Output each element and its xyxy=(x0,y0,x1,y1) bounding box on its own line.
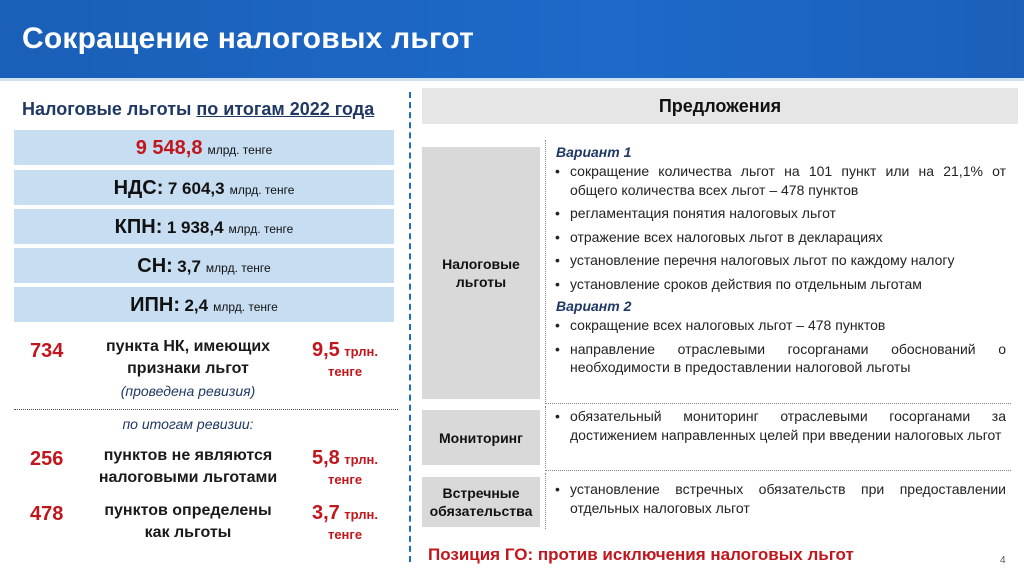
variant-1-list xyxy=(550,162,1006,293)
tax-box-pit xyxy=(14,287,394,322)
tax-box-vat xyxy=(14,170,394,205)
government-position: Позиция ГО: против исключения налоговых льгот xyxy=(428,545,854,564)
row-note: (проведена ревизия) xyxy=(120,383,256,399)
row-count: 478 xyxy=(30,503,64,525)
counter-obligations-content xyxy=(550,480,1006,522)
row-amount-value: 9,5 xyxy=(312,339,340,361)
row-amount xyxy=(300,448,390,490)
variant-title: Вариант 2 xyxy=(556,298,632,314)
tax-value: 1 938,4 xyxy=(166,218,224,237)
category-label-line: Встречные xyxy=(442,485,520,501)
tax-value: 3,7 xyxy=(177,257,201,276)
variant-title: Вариант 1 xyxy=(556,144,632,160)
row-amount-unit: трлн. xyxy=(344,344,378,359)
row-amount-unit: тенге xyxy=(327,527,363,542)
banner-stripe xyxy=(0,78,1024,81)
after-revision-caption: по итогам ревизии: xyxy=(122,416,254,432)
category-separator-vertical xyxy=(545,406,546,468)
slide-title: Сокращение налоговых льгот xyxy=(22,22,474,55)
tax-value: 7 604,3 xyxy=(167,179,225,198)
category-separator xyxy=(545,470,1011,471)
tax-label: КПН: xyxy=(114,216,163,238)
row-amount-unit: трлн. xyxy=(344,452,378,467)
total-benefits-box xyxy=(14,130,394,165)
row-count: 734 xyxy=(30,340,64,362)
row-description-line: пунктов не являются xyxy=(103,447,273,464)
revision-separator xyxy=(14,409,398,410)
page-number: 4 xyxy=(1000,555,1006,566)
tax-unit: млрд. тенге xyxy=(205,261,271,275)
column-divider xyxy=(409,92,411,562)
counter-obligations-list xyxy=(550,480,1006,517)
row-amount xyxy=(300,503,390,545)
category-label-line: Мониторинг xyxy=(439,429,523,446)
benefits-heading-prefix: Налоговые льготы xyxy=(22,99,197,119)
total-value: 9 548,8 xyxy=(135,137,203,159)
tax-label: ИПН: xyxy=(130,294,180,316)
tax-unit: млрд. тенге xyxy=(213,300,278,314)
tax-unit: млрд. тенге xyxy=(228,222,294,236)
row-description-line: как льготы xyxy=(144,524,232,541)
row-count: 256 xyxy=(30,448,64,470)
tax-box-cit xyxy=(14,209,394,244)
tax-label: СН: xyxy=(137,255,173,277)
row-description-line: признаки льгот xyxy=(127,360,249,377)
category-label-line: обязательства xyxy=(429,503,533,519)
tax-benefits-content xyxy=(550,144,1006,382)
row-amount-unit: тенге xyxy=(327,364,363,379)
proposal-item: • отражение всех налоговых льгот в декларациях xyxy=(550,228,1006,247)
monitoring-content xyxy=(550,407,1006,449)
tax-box-sn xyxy=(14,248,394,283)
tax-label: НДС: xyxy=(113,177,164,199)
proposal-item: • сокращение количества льгот на 101 пункт или на 21,1% от общего количества всех льгот – 478 пунктов xyxy=(550,162,1006,199)
row-description xyxy=(88,336,288,380)
proposal-item: • направление отраслевыми госорганами обоснований о необходимости в предоставлении налоговой льготы xyxy=(550,340,1006,377)
category-tax-benefits xyxy=(422,147,540,399)
row-amount xyxy=(300,340,390,382)
proposal-item: • установление встречных обязательств при предоставлении отдельных налоговых льгот xyxy=(550,480,1006,517)
category-label-line: Налоговые xyxy=(442,256,520,272)
proposals-header: Предложения xyxy=(422,88,1018,124)
row-description-line: налоговыми льготами xyxy=(98,469,278,486)
category-separator-vertical xyxy=(545,140,546,402)
proposal-item: • обязательный мониторинг отраслевыми госорганами за достижением направленных целей при введении налоговых льгот xyxy=(550,407,1006,444)
category-separator xyxy=(545,403,1011,404)
row-amount-unit: тенге xyxy=(327,472,363,487)
row-amount-unit: трлн. xyxy=(344,507,378,522)
monitoring-list xyxy=(550,407,1006,444)
category-separator-vertical xyxy=(545,473,546,529)
row-description xyxy=(88,500,288,544)
proposal-item: • установление перечня налоговых льгот по каждому налогу xyxy=(550,251,1006,270)
row-description-line: пунктов определены xyxy=(104,502,272,519)
category-label-line: льготы xyxy=(455,274,507,290)
total-unit: млрд. тенге xyxy=(207,143,273,157)
row-amount-value: 3,7 xyxy=(312,502,340,524)
benefits-heading xyxy=(22,99,374,120)
proposal-item: • установление сроков действия по отдельным льготам xyxy=(550,275,1006,294)
tax-unit: млрд. тенге xyxy=(229,183,295,197)
proposal-item: • сокращение всех налоговых льгот – 478 пунктов xyxy=(550,316,1006,335)
variant-2-list xyxy=(550,316,1006,377)
title-banner xyxy=(0,0,1024,78)
row-description xyxy=(88,445,288,489)
category-counter-obligations xyxy=(422,477,540,527)
row-description-line: пункта НК, имеющих xyxy=(105,338,271,355)
proposal-item: • регламентация понятия налоговых льгот xyxy=(550,204,1006,223)
category-monitoring xyxy=(422,410,540,465)
row-amount-value: 5,8 xyxy=(312,447,340,469)
benefits-heading-period: по итогам 2022 года xyxy=(196,99,375,119)
tax-value: 2,4 xyxy=(184,296,209,315)
